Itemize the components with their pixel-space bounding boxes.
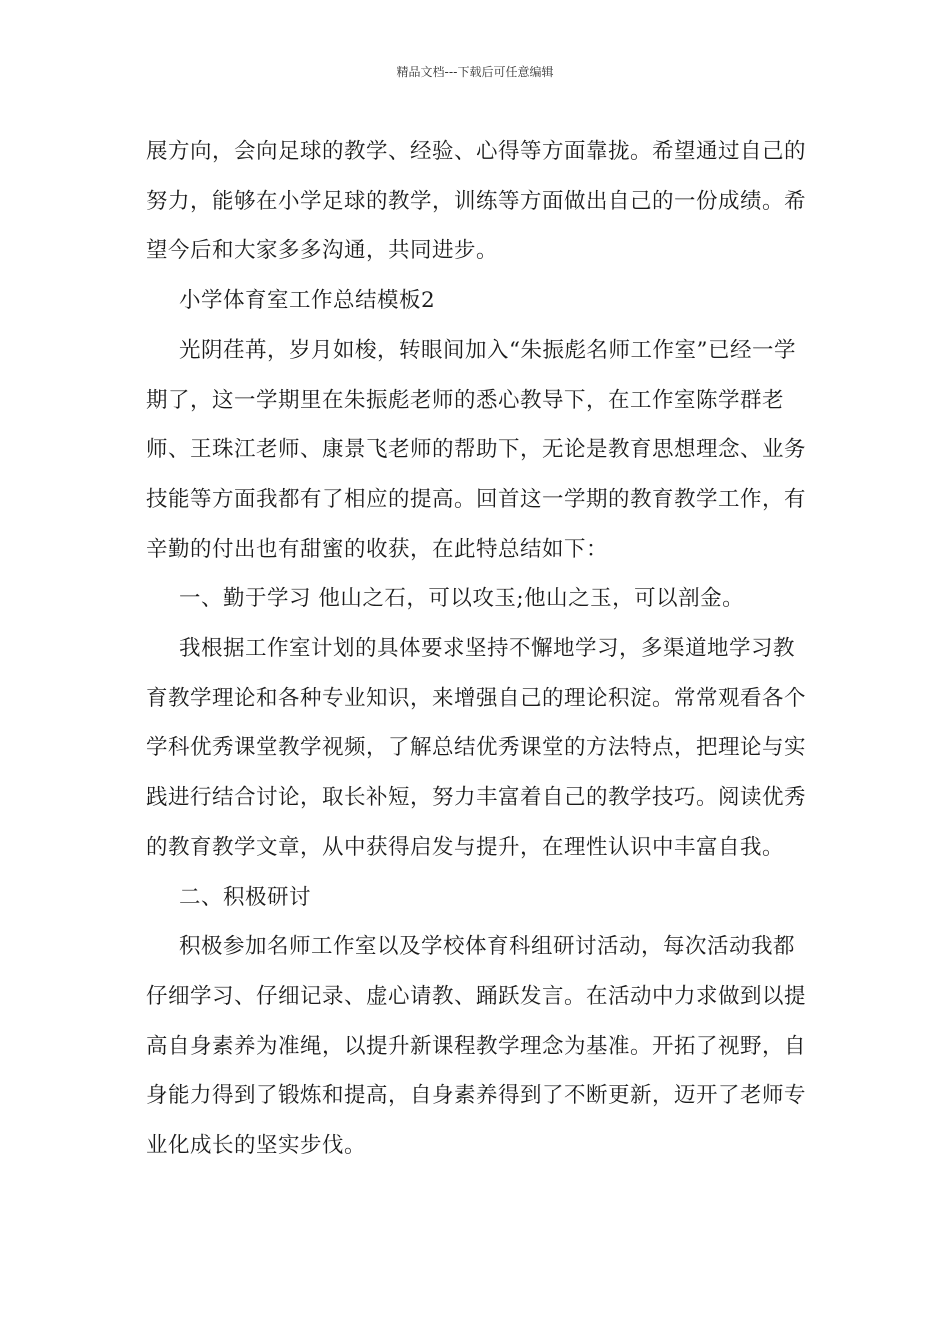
document-body <box>146 127 806 1171</box>
page-header: 精品文档---下载后可任意编辑 <box>396 65 554 79</box>
paragraph-continuation: 展方向，会向足球的教学、经验、心得等方面靠拢。希望通过自己的努力，能够在小学足球的教学，训练等方面做出自己的一份成绩。希望今后和大家多多沟通，共同进步。 <box>146 139 807 264</box>
heading-study: 一、勤于学习 他山之石，可以攻玉;他山之玉，可以剖金。 <box>179 586 745 612</box>
heading-research: 二、积极研讨 <box>179 884 312 910</box>
section-title: 小学体育室工作总结模板2 <box>179 288 436 314</box>
paragraph-research: 积极参加名师工作室以及学校体育科组研讨活动，每次活动我都仔细学习、仔细记录、虚心请教、踊跃发言。在活动中力求做到以提高自身素养为准绳，以提升新课程教学理念为基准。开拓了视野，自身能力得到了锻炼和提高，自身素养得到了不断更新，迈开了老师专业化成长的坚实步伐。 <box>146 934 807 1159</box>
paragraph-study: 我根据工作室计划的具体要求坚持不懈地学习，多渠道地学习教育教学理论和各种专业知识，来增强自己的理论积淀。常常观看各个学科优秀课堂教学视频，了解总结优秀课堂的方法特点，把理论与实践进行结合讨论，取长补短，努力丰富着自己的教学技巧。阅读优秀的教育教学文章，从中获得启发与提升，在理性认识中丰富自我。 <box>146 636 807 860</box>
paragraph-intro: 光阴荏苒，岁月如梭，转眼间加入“朱振彪名师工作室”已经一学期了，这一学期里在朱振彪老师的悉心教导下，在工作室陈学群老师、王珠江老师、康景飞老师的帮助下，无论是教育思想理念、业务技能等方面我都有了相应的提高。回首这一学期的教育教学工作，有辛勤的付出也有甜蜜的收获，在此特总结如下： <box>146 337 807 562</box>
